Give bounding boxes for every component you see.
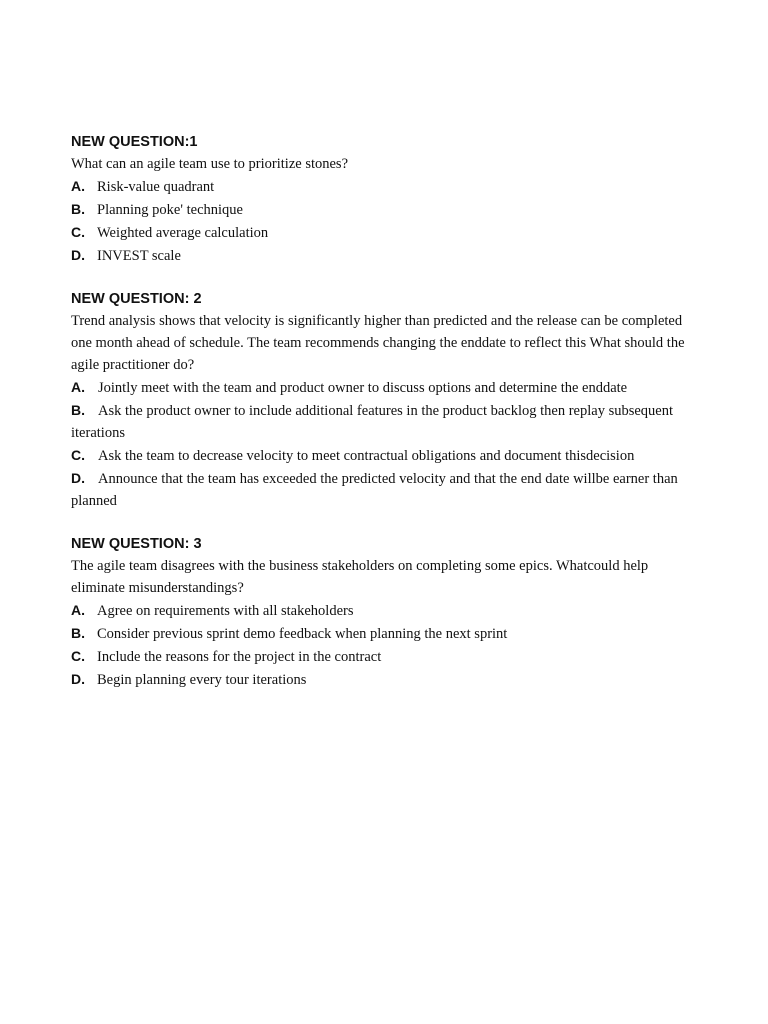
option-letter: B.: [71, 402, 85, 418]
option-text: Planning poke' technique: [97, 202, 243, 218]
option-text: Risk-value quadrant: [97, 179, 215, 195]
option-text: Jointly meet with the team and product owner to discuss options and determine the enddate: [98, 380, 628, 396]
answer-option-d: [71, 244, 701, 267]
option-text: Ask the product owner to include additional features in the product backlog then replay subsequent iterations: [71, 403, 674, 441]
question-stem: What can an agile team use to prioritize stones?: [71, 156, 349, 172]
answer-option-a: [71, 175, 701, 198]
option-text: Agree on requirements with all stakeholders: [97, 603, 354, 619]
answer-option-d: [71, 668, 701, 691]
question-stem: Trend analysis shows that velocity is significantly higher than predicted and the release can be completed one month ahead of schedule. The team recommends changing the enddate to reflect this What should the agile practitioner do?: [71, 313, 685, 373]
answer-option-a: [71, 599, 701, 622]
question-2: [71, 288, 701, 512]
option-text: Announce that the team has exceeded the predicted velocity and that the end date willbe earner than planned: [71, 471, 678, 509]
option-letter: D.: [71, 671, 85, 687]
question-stem: The agile team disagrees with the business stakeholders on completing some epics. Whatcould help eliminate misunderstandings?: [71, 558, 649, 596]
question-3: [71, 533, 701, 691]
option-text: Include the reasons for the project in the contract: [97, 649, 382, 665]
document-page: [71, 131, 701, 691]
option-letter: C.: [71, 224, 85, 240]
question-heading: NEW QUESTION:1: [71, 134, 198, 150]
option-letter: D.: [71, 247, 85, 263]
answer-option-c: [71, 221, 701, 244]
option-letter: C.: [71, 648, 85, 664]
option-letter: D.: [71, 470, 85, 486]
option-text: Weighted average calculation: [97, 225, 269, 241]
answer-option-c: [71, 645, 701, 668]
question-spacer: [71, 267, 701, 288]
option-letter: A.: [71, 379, 85, 395]
option-text: INVEST scale: [97, 248, 181, 264]
option-letter: B.: [71, 625, 85, 641]
option-text: Begin planning every tour iterations: [97, 672, 307, 688]
answer-option-b: [71, 198, 701, 221]
answer-option-b: [71, 622, 701, 645]
option-text: Ask the team to decrease velocity to meet contractual obligations and document thisdecision: [98, 448, 635, 464]
option-letter: A.: [71, 602, 85, 618]
answer-option-d: [71, 467, 701, 512]
option-text: Consider previous sprint demo feedback when planning the next sprint: [97, 626, 508, 642]
option-letter: A.: [71, 178, 85, 194]
question-spacer: [71, 512, 701, 533]
option-letter: B.: [71, 201, 85, 217]
question-heading: NEW QUESTION: 3: [71, 536, 202, 552]
question-1: [71, 131, 701, 267]
question-heading: NEW QUESTION: 2: [71, 291, 202, 307]
answer-option-c: [71, 444, 701, 467]
option-letter: C.: [71, 447, 85, 463]
answer-option-b: [71, 399, 701, 444]
answer-option-a: [71, 376, 701, 399]
